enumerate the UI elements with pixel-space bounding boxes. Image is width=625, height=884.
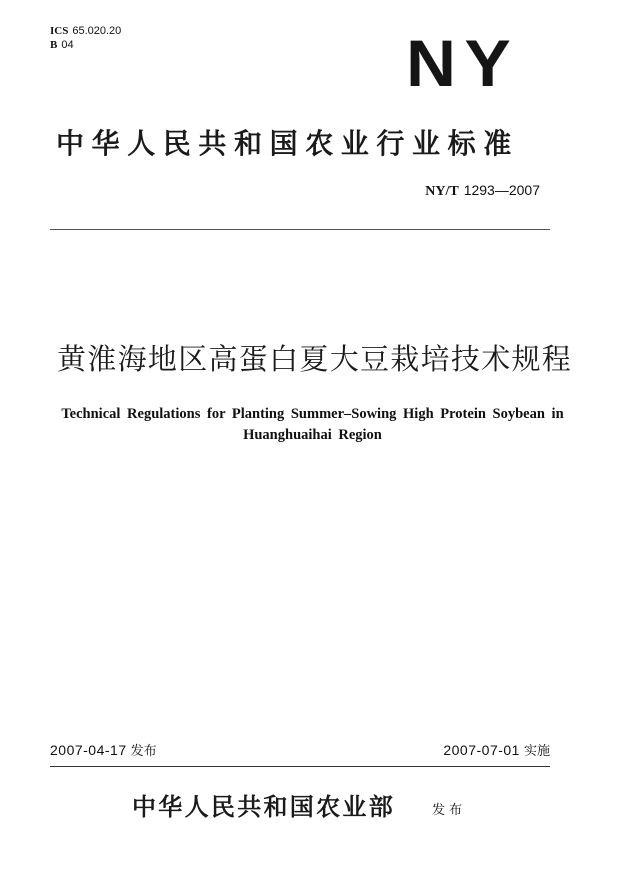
- standard-number: [425, 182, 540, 200]
- ccs-code: [50, 38, 121, 52]
- ics-value: 65.020.20: [72, 25, 122, 37]
- issue-label: 发布: [130, 744, 157, 759]
- standard-type-heading: 中华人民共和国农业行业标准: [56, 127, 519, 160]
- english-title-line2: Huanghuaihai Region: [243, 427, 382, 443]
- footer-divider: [50, 766, 550, 767]
- standard-number-prefix: NY/T: [425, 184, 459, 199]
- effective-date-block: [443, 741, 550, 761]
- ny-logo: NY: [406, 26, 520, 100]
- issue-date-block: [50, 741, 157, 761]
- header-divider: [50, 229, 550, 230]
- chinese-title: 黄淮海地区高蛋白夏大豆栽培技术规程: [57, 342, 573, 376]
- english-title: [30, 404, 595, 446]
- ics-code: [50, 24, 121, 38]
- classification-codes: [50, 24, 121, 52]
- standard-number-value: 1293—2007: [463, 182, 540, 198]
- effective-date: 2007-07-01: [443, 742, 520, 758]
- ccs-label: B: [50, 39, 58, 51]
- ccs-value: 04: [61, 39, 74, 51]
- effective-label: 实施: [523, 744, 550, 759]
- issuer-name: 中华人民共和国农业部: [132, 793, 395, 821]
- issue-date: 2007-04-17: [50, 742, 127, 758]
- ics-label: ICS: [50, 25, 69, 37]
- issuer-action: 发布: [432, 803, 467, 818]
- english-title-line1: Technical Regulations for Planting Summer–Sowing High Protein Soybean in: [61, 406, 564, 422]
